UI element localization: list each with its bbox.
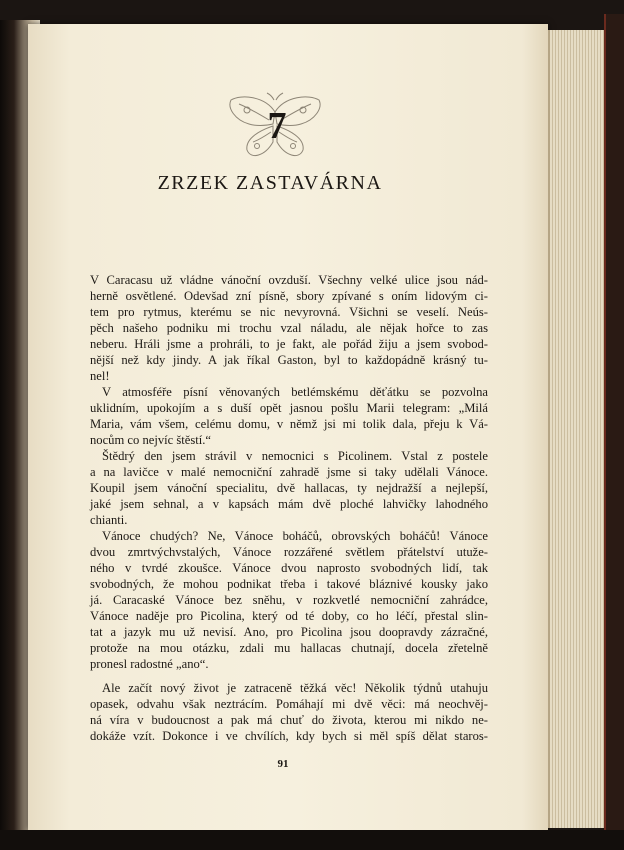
body-line: pronesl radostné „ano“. (90, 657, 209, 671)
body-line: svobodných, že mohou podnikat třeba i takové bláznivé kousky jako (90, 577, 488, 591)
body-line: Vánoce naděje pro Picolina, který od té doby, co ho léčí, přestal slin- (90, 609, 488, 623)
book-cover-edge (604, 14, 624, 844)
body-line: uklidním, upokojím a s duší opět jasnou pošlu Marii telegram: „Milá (90, 401, 488, 415)
body-line: V atmosféře písní věnovaných betlémskému děťátku se pozvolna (102, 385, 488, 399)
body-line: protože na mou otázku, zdali mu hallacas chutnají, docela zřetelně (90, 641, 488, 655)
body-line: Maria, vám všem, celému domu, v němž jsi mi tolik dala, přeju k Vá- (90, 417, 488, 431)
page-edges (548, 30, 608, 828)
body-line: tat a jazyk mu už nevisí. Ano, pro Picolina jsou doopravdy zázračné, (90, 625, 488, 639)
body-line: nel! (90, 369, 110, 383)
body-line: jaké jsem sehnal, a v kapsách mám dvě ploché lahvičky lahodného (90, 497, 488, 511)
body-line: V Caracasu už vládne vánoční ovzduší. Všechny velké ulice jsou nád- (90, 273, 488, 287)
body-line: opasek, odvahu však neztrácím. Pomáhají mi dvě věci: má neochvěj- (90, 697, 488, 711)
background-band (0, 830, 624, 850)
chapter-title: ZRZEK ZASTAVÁRNA (157, 172, 383, 194)
body-line: ného v tvrdé zkoušce. Vánoce dvou naprosto svobodných lidí, tak (90, 561, 488, 575)
body-line: Ale začít nový život je zatraceně těžká věc! Několik týdnů utahuju (102, 681, 488, 695)
body-line: Koupil jsem vánoční specialitu, dvě hallacas, ty nejdražší a nejlepší, (90, 481, 488, 495)
body-line: ná víra v budoucnost a pak má chuť do života, kterou mi nikdo ne- (90, 713, 488, 727)
body-line: Štědrý den jsem strávil v nemocnici s Picolinem. Vstal z postele (102, 449, 488, 463)
chapter-number: 7 (267, 105, 287, 147)
body-line: a na lavičce v malé nemocniční zahradě jsme si taky udělali Vánoce. (90, 465, 488, 479)
body-line: tem pro rytmus, kterému se nic nevyrovná. Všichni se veselí. Neús- (90, 305, 488, 319)
body-line: nější než kdy jindy. A jak říkal Gaston, byl to každopádně krásný tu- (90, 353, 488, 367)
body-line: chianti. (90, 513, 128, 527)
body-line: dvou zmrtvýchvstalých, Vánoce rozzářené světlem přátelství utuže- (90, 545, 488, 559)
body-line: neberu. Hráli jsme a prohráli, to je fakt, ale pořád žiju a jsem svobod- (90, 337, 488, 351)
body-line: dokáže vzít. Dokonce i ve chvílích, kdy bych si měl spíš dělat staros- (90, 729, 488, 743)
body-line: já. Caracaské Vánoce bez sněhu, v rozkvetlé nemocniční zahrádce, (90, 593, 488, 607)
body-line: pěch našeho podniku mi trochu vzal náladu, ale nějak hořce to zas (90, 321, 488, 335)
body-line: Vánoce chudých? Ne, Vánoce boháčů, obrovských boháčů! Vánoce (102, 529, 488, 543)
body-line: herně osvětlené. Odevšad zní písně, sbory zpívané s oním lidovým ci- (90, 289, 488, 303)
page-number: 91 (277, 758, 289, 770)
body-line: nocům co nejvíc štěstí.“ (90, 433, 212, 447)
